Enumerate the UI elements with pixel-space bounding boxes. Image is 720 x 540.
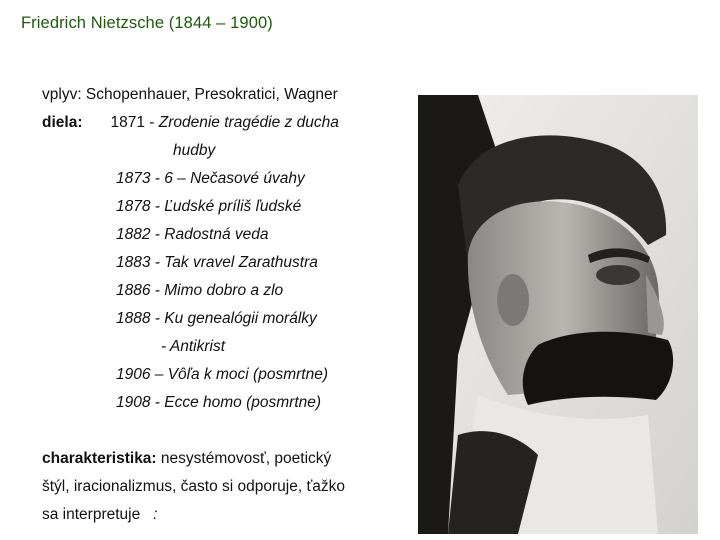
slide-body bbox=[42, 81, 422, 529]
works-heading-line bbox=[42, 109, 422, 137]
work-item: 1878 - Ľudské príliš ľudské bbox=[116, 198, 302, 215]
characteristics-line-3: sa interpretuje : bbox=[42, 506, 158, 523]
influence-line: vplyv: Schopenhauer, Presokratici, Wagner bbox=[42, 86, 338, 103]
characteristics-line-2: štýl, iracionalizmus, často si odporuje, ťažko bbox=[42, 478, 346, 495]
work-item: 1882 - Radostná veda bbox=[116, 226, 269, 243]
work-item: 1906 – Vôľa k moci (posmrtne) bbox=[116, 366, 328, 383]
work-year: 1871 - bbox=[110, 114, 159, 131]
work-item: 1888 - Ku genealógii morálky bbox=[116, 310, 317, 327]
work-item-antikrist: - Antikrist bbox=[161, 338, 226, 355]
characteristics-line bbox=[42, 445, 422, 473]
works-label: diela: bbox=[42, 114, 83, 131]
work-item: 1886 - Mimo dobro a zlo bbox=[116, 282, 284, 299]
work-title-continued: hudby bbox=[173, 142, 216, 159]
work-item: 1873 - 6 – Nečasové úvahy bbox=[116, 170, 305, 187]
slide-title: Friedrich Nietzsche (1844 – 1900) bbox=[21, 14, 273, 32]
characteristics-label: charakteristika: bbox=[42, 450, 157, 467]
characteristics-text: nesystémovosť, poetický bbox=[156, 450, 332, 467]
portrait-photo bbox=[418, 95, 698, 534]
work-title: Zrodenie tragédie z ducha bbox=[158, 114, 339, 131]
work-item: 1908 - Ecce homo (posmrtne) bbox=[116, 394, 322, 411]
work-item: 1883 - Tak vravel Zarathustra bbox=[116, 254, 318, 271]
